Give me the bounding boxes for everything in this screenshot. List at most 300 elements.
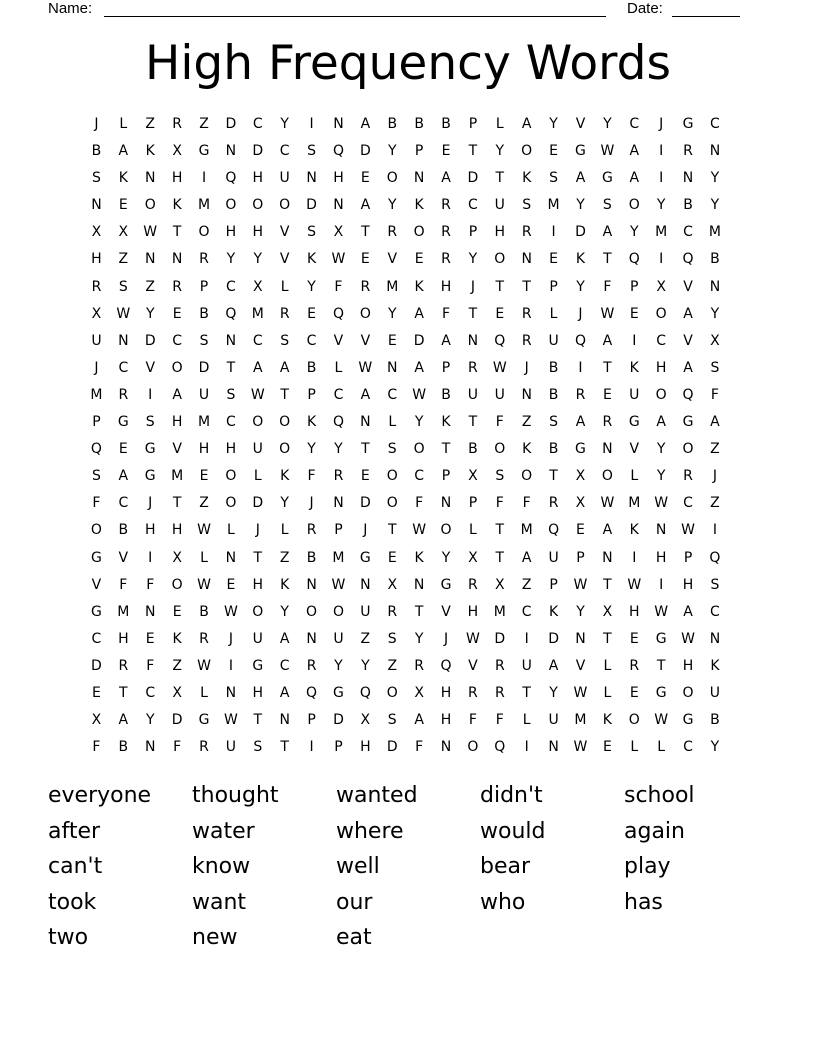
grid-letter: E (549, 143, 559, 160)
grid-letter: W (654, 712, 669, 729)
grid-letter: P (468, 116, 478, 132)
grid-letter: H (440, 684, 452, 701)
grid-letter: C (683, 495, 693, 512)
grid-letter: K (280, 576, 290, 593)
grid-letter: W (654, 603, 669, 620)
grid-letter: V (575, 116, 586, 132)
grid-letter: Y (441, 549, 451, 566)
grid-letter: W (654, 495, 669, 512)
grid-letter: W (412, 386, 427, 403)
grid-letter: Q (359, 684, 371, 701)
grid-letter: R (468, 684, 478, 701)
grid-letter: D (91, 657, 102, 674)
grid-letter: X (333, 224, 344, 241)
grid-letter: G (575, 143, 586, 160)
grid-letter: X (252, 278, 263, 295)
grid-letter: E (387, 549, 397, 566)
grid-letter: Y (710, 739, 720, 756)
grid-letter: I (201, 170, 207, 187)
grid-letter: V (575, 657, 586, 674)
grid-letter: F (92, 739, 101, 756)
grid-letter: R (118, 386, 129, 403)
grid-letter: R (118, 657, 129, 674)
grid-letter: Q (628, 251, 640, 268)
grid-letter: H (252, 170, 264, 187)
grid-letter: A (360, 197, 371, 214)
grid-letter: I (712, 522, 717, 539)
grid-letter: C (91, 630, 102, 647)
grid-letter: Q (440, 657, 452, 674)
grid-letter: K (306, 251, 317, 268)
grid-letter: S (226, 386, 236, 403)
grid-letter: P (683, 549, 693, 566)
grid-letter: S (387, 712, 397, 729)
grid-letter: K (575, 251, 586, 268)
grid-letter: E (118, 441, 128, 458)
grid-letter: O (413, 224, 425, 241)
grid-letter: S (522, 197, 532, 214)
grid-letter: T (253, 549, 263, 566)
word-list-item: water (192, 818, 255, 844)
grid-letter: J (94, 116, 99, 132)
grid-letter: G (252, 657, 264, 674)
grid-letter: G (117, 414, 129, 431)
grid-letter: F (441, 305, 451, 322)
word-list (48, 780, 768, 958)
grid-letter: T (226, 359, 236, 376)
grid-letter: Y (495, 143, 505, 160)
grid-letter: V (683, 278, 693, 295)
grid-letter: H (252, 576, 264, 593)
grid-letter: C (333, 386, 344, 403)
grid-letter: E (602, 386, 612, 403)
grid-letter: N (91, 197, 102, 214)
grid-letter: T (522, 278, 531, 295)
grid-letter: D (359, 143, 371, 160)
grid-letter: T (495, 522, 505, 539)
grid-letter: Y (656, 441, 666, 458)
grid-letter: C (414, 468, 425, 485)
grid-letter: U (91, 332, 102, 349)
grid-letter: N (548, 739, 559, 756)
grid-letter: X (118, 224, 129, 241)
grid-letter: E (629, 684, 639, 701)
grid-letter: K (118, 170, 128, 187)
grid-letter: Y (414, 414, 424, 431)
grid-letter: X (495, 576, 505, 593)
grid-letter: W (573, 576, 588, 593)
grid-letter: T (656, 657, 666, 674)
grid-letter: T (603, 630, 612, 647)
grid-letter: T (387, 522, 397, 539)
grid-letter: R (494, 684, 505, 701)
grid-letter: L (495, 116, 504, 132)
grid-letter: S (710, 359, 720, 376)
grid-letter: L (200, 549, 208, 566)
grid-letter: P (468, 224, 478, 241)
grid-letter: L (630, 739, 639, 756)
grid-letter: H (682, 657, 694, 674)
grid-letter: T (172, 495, 182, 512)
grid-letter: X (575, 468, 586, 485)
grid-letter: M (628, 495, 641, 512)
grid-letter: L (334, 359, 343, 376)
grid-letter: F (468, 712, 477, 729)
grid-letter: C (710, 116, 720, 132)
grid-letter: K (522, 170, 532, 187)
grid-letter: W (197, 576, 211, 593)
grid-letter: B (118, 739, 129, 756)
grid-letter: Y (576, 278, 585, 295)
grid-letter: X (172, 143, 182, 160)
grid-letter: V (172, 441, 182, 458)
word-list-item: new (192, 925, 238, 950)
grid-letter: E (629, 630, 639, 647)
grid-letter: W (492, 359, 507, 376)
grid-letter: L (388, 414, 397, 431)
grid-letter: L (280, 278, 289, 295)
grid-letter: D (306, 197, 317, 214)
grid-letter: U (548, 332, 559, 349)
grid-letter: Q (494, 332, 506, 349)
grid-letter: Y (549, 116, 558, 132)
grid-letter: N (333, 197, 344, 214)
grid-letter: G (682, 414, 694, 431)
grid-letter: C (118, 495, 129, 512)
grid-letter: Y (387, 143, 397, 160)
grid-letter: H (225, 224, 237, 241)
grid-letter: K (172, 630, 182, 647)
grid-letter: N (279, 712, 290, 729)
grid-letter: Y (334, 657, 343, 674)
grid-letter: M (90, 386, 103, 403)
grid-letter: M (574, 712, 587, 729)
grid-letter: A (414, 305, 424, 322)
grid-letter: K (522, 441, 532, 458)
grid-letter: O (682, 441, 694, 458)
grid-letter: U (548, 712, 559, 729)
grid-letter: T (361, 224, 370, 241)
grid-letter: F (92, 495, 101, 512)
grid-letter: O (386, 495, 398, 512)
grid-letter: I (632, 332, 637, 349)
name-field[interactable] (104, 16, 606, 17)
grid-letter: A (656, 414, 666, 431)
grid-letter: R (602, 414, 613, 431)
grid-letter: E (495, 305, 505, 322)
grid-letter: G (655, 684, 667, 701)
grid-letter: E (92, 684, 101, 701)
grid-letter: Y (307, 441, 316, 458)
grid-letter: E (226, 576, 236, 593)
word-list-item: can't (48, 854, 103, 879)
grid-letter: L (280, 522, 289, 539)
grid-letter: O (359, 305, 371, 322)
grid-letter: J (148, 495, 153, 512)
grid-letter: D (548, 630, 559, 647)
word-list-item: thought (192, 783, 279, 808)
grid-letter: R (172, 278, 182, 295)
grid-letter: F (522, 495, 531, 512)
grid-letter: A (602, 224, 613, 241)
word-list-item: would (480, 818, 546, 844)
grid-letter: W (681, 522, 695, 539)
grid-letter: H (467, 603, 479, 620)
grid-letter: T (280, 739, 289, 756)
grid-letter: T (468, 414, 478, 431)
grid-letter: P (307, 386, 316, 403)
grid-letter: A (602, 522, 613, 539)
grid-letter: C (279, 657, 290, 674)
grid-letter: U (467, 386, 479, 403)
grid-letter: R (629, 657, 640, 674)
grid-letter: Y (576, 603, 585, 620)
grid-letter: A (441, 170, 451, 187)
grid-letter: R (199, 251, 209, 268)
grid-letter: K (280, 468, 290, 485)
grid-letter: W (331, 251, 346, 268)
grid-letter: H (494, 224, 506, 241)
grid-letter: M (655, 224, 668, 241)
grid-letter: A (414, 359, 424, 376)
grid-letter: Z (118, 251, 129, 268)
grid-letter: P (549, 576, 558, 593)
grid-letter: Q (548, 522, 560, 539)
grid-letter: H (655, 359, 667, 376)
grid-letter: W (573, 684, 588, 701)
grid-letter: N (225, 684, 237, 701)
grid-letter: I (632, 549, 637, 566)
grid-letter: M (117, 603, 130, 620)
grid-letter: N (306, 170, 317, 187)
word-list-item: again (624, 818, 685, 844)
grid-letter: N (171, 251, 183, 268)
grid-letter: Y (307, 278, 316, 295)
grid-letter: J (228, 630, 233, 647)
grid-letter: W (116, 305, 131, 322)
grid-letter: K (145, 143, 155, 160)
grid-letter: W (197, 657, 211, 674)
grid-letter: Y (710, 170, 720, 187)
grid-letter: R (360, 278, 371, 295)
grid-letter: T (522, 684, 531, 701)
grid-letter: O (386, 170, 398, 187)
grid-letter: F (146, 657, 155, 674)
grid-letter: D (575, 224, 586, 241)
grid-letter: I (659, 170, 664, 187)
grid-letter: G (575, 441, 586, 458)
grid-letter: O (279, 414, 291, 431)
grid-letter: O (655, 305, 667, 322)
grid-letter: H (682, 576, 694, 593)
grid-letter: D (413, 332, 425, 349)
grid-letter: N (144, 251, 156, 268)
word-list-item: who (480, 889, 526, 915)
grid-letter: Z (710, 441, 720, 458)
grid-letter: W (681, 630, 695, 647)
grid-letter: S (280, 332, 290, 349)
grid-letter: S (199, 332, 209, 349)
grid-letter: D (225, 116, 237, 132)
grid-letter: P (414, 143, 424, 160)
grid-letter: M (547, 197, 560, 214)
grid-letter: F (173, 739, 182, 756)
word-list-item: school (624, 783, 695, 808)
grid-letter: R (199, 630, 209, 647)
grid-letter: K (414, 197, 424, 214)
grid-letter: H (252, 684, 264, 701)
grid-letter: B (118, 522, 129, 539)
grid-letter: L (603, 657, 612, 674)
grid-letter: O (252, 414, 264, 431)
grid-letter: H (655, 549, 667, 566)
grid-letter: H (91, 251, 102, 268)
grid-letter: U (360, 603, 371, 620)
grid-letter: N (306, 630, 317, 647)
grid-letter: H (171, 170, 183, 187)
grid-letter: A (629, 170, 640, 187)
grid-letter: O (440, 522, 452, 539)
grid-letter: C (521, 603, 532, 620)
grid-letter: U (629, 386, 640, 403)
grid-letter: H (440, 712, 452, 729)
grid-letter: A (521, 116, 532, 132)
grid-letter: N (709, 143, 721, 160)
grid-letter: O (682, 684, 694, 701)
grid-letter: X (468, 468, 478, 485)
grid-letter: B (441, 116, 451, 132)
grid-letter: B (548, 359, 559, 376)
grid-letter: D (467, 170, 479, 187)
grid-letter: A (279, 684, 290, 701)
grid-letter: Y (280, 603, 289, 620)
grid-letter: R (441, 251, 451, 268)
grid-letter: H (144, 522, 156, 539)
name-label: Name: (48, 0, 93, 17)
grid-letter: D (252, 143, 264, 160)
grid-letter: I (309, 739, 314, 756)
grid-letter: X (387, 576, 398, 593)
grid-letter: G (333, 684, 344, 701)
grid-letter: J (524, 359, 529, 376)
grid-letter: S (307, 224, 317, 241)
grid-letter: S (387, 441, 397, 458)
grid-letter: I (551, 224, 556, 241)
grid-letter: F (415, 495, 424, 512)
grid-letter: R (521, 332, 532, 349)
grid-letter: A (118, 468, 129, 485)
grid-letter: A (602, 332, 613, 349)
grid-letter: H (171, 414, 183, 431)
grid-letter: A (279, 359, 290, 376)
grid-letter: Z (199, 116, 209, 132)
grid-letter: H (333, 170, 344, 187)
grid-letter: P (307, 712, 316, 729)
grid-letter: M (332, 549, 345, 566)
grid-letter: O (494, 251, 506, 268)
grid-letter: T (495, 278, 505, 295)
grid-letter: H (171, 522, 183, 539)
grid-letter: U (279, 170, 290, 187)
grid-letter: O (171, 576, 183, 593)
grid-letter: V (118, 549, 129, 566)
grid-letter: X (91, 712, 102, 729)
grid-letter: M (386, 278, 399, 295)
grid-letter: S (602, 197, 612, 214)
grid-letter: X (602, 603, 613, 620)
grid-letter: Q (90, 441, 102, 458)
grid-letter: G (198, 143, 210, 160)
grid-letter: B (710, 712, 720, 729)
grid-letter: Y (145, 712, 155, 729)
grid-letter: K (414, 278, 424, 295)
grid-letter: X (414, 684, 424, 701)
grid-letter: P (334, 739, 343, 756)
grid-letter: O (252, 197, 264, 214)
grid-letter: F (495, 712, 504, 729)
grid-letter: C (468, 197, 478, 214)
grid-letter: G (440, 576, 452, 593)
grid-letter: C (387, 386, 398, 403)
grid-letter: O (628, 197, 640, 214)
grid-letter: K (629, 359, 639, 376)
grid-letter: T (468, 143, 478, 160)
grid-letter: B (387, 116, 398, 132)
grid-letter: A (521, 549, 532, 566)
grid-letter: Z (145, 116, 156, 132)
grid-letter: M (520, 522, 533, 539)
grid-letter: R (441, 197, 451, 214)
date-field[interactable] (672, 16, 740, 17)
grid-letter: Z (145, 278, 156, 295)
word-list-item: took (48, 889, 97, 915)
grid-letter: U (548, 549, 559, 566)
grid-letter: L (522, 712, 531, 729)
grid-letter: L (549, 305, 558, 322)
grid-letter: Y (253, 251, 263, 268)
grid-letter: N (521, 251, 532, 268)
grid-letter: L (630, 468, 639, 485)
grid-letter: Q (332, 414, 344, 431)
grid-letter: M (708, 224, 721, 241)
grid-letter: A (279, 630, 290, 647)
grid-letter: P (576, 549, 585, 566)
grid-letter: T (603, 576, 612, 593)
grid-letter: N (440, 495, 452, 512)
grid-letter: S (92, 468, 101, 485)
grid-letter: K (602, 712, 612, 729)
grid-letter: B (306, 549, 317, 566)
grid-letter: E (118, 197, 128, 214)
grid-letter: U (252, 630, 263, 647)
grid-letter: W (465, 630, 480, 647)
grid-letter: B (199, 603, 209, 620)
grid-letter: B (441, 386, 451, 403)
grid-letter: F (119, 576, 128, 593)
grid-letter: G (198, 712, 210, 729)
grid-letter: X (468, 549, 478, 566)
grid-letter: T (414, 603, 424, 620)
grid-letter: J (470, 278, 475, 295)
word-list-item: has (624, 889, 663, 915)
grid-letter: O (225, 495, 237, 512)
grid-letter: K (548, 603, 559, 620)
grid-letter: F (307, 468, 316, 485)
grid-letter: E (172, 305, 182, 322)
grid-letter: E (414, 251, 424, 268)
grid-letter: A (683, 603, 693, 620)
grid-letter: N (413, 576, 425, 593)
